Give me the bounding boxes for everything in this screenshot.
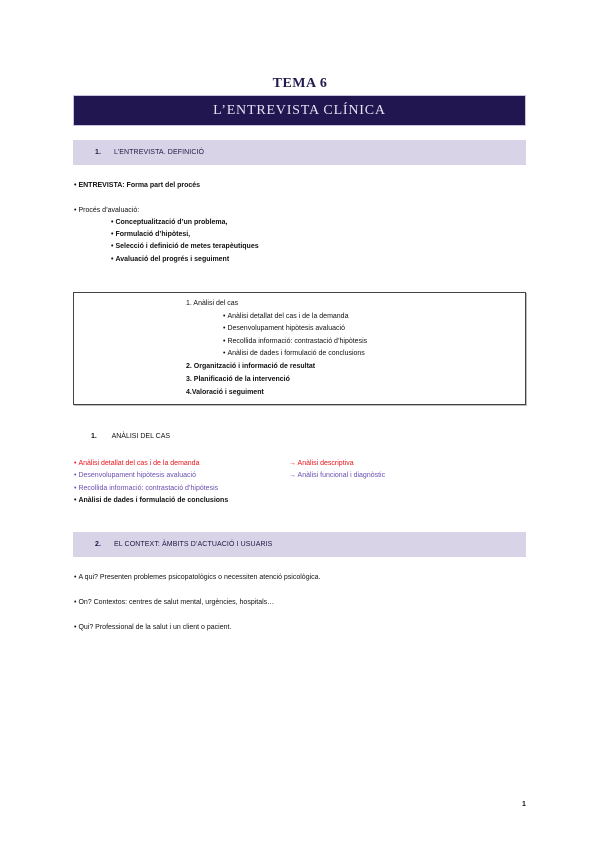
box-step: 2. Organització i informació de resultat	[186, 363, 316, 370]
chapter-title: L’ENTREVISTA CLÍNICA	[213, 102, 386, 118]
list-item: • ENTREVISTA: Forma part del procés	[74, 181, 200, 190]
box-substep: • Desenvolupament hipòtesis avaluació	[223, 324, 345, 333]
list-item: • Desenvolupament hipòtesis avaluació	[74, 471, 196, 480]
list-item: • Selecció i definició de metes terapèutiques	[111, 242, 259, 251]
section-label: L’ENTREVISTA. DEFINICIÓ	[114, 149, 205, 156]
section-number: 1.	[95, 149, 102, 156]
box-substep: • Anàlisi detallat del cas i de la demanda	[223, 312, 348, 321]
chapter-title-banner	[73, 95, 526, 126]
list-item: • A qui? Presenten problemes psicopatològics o necessiten atenció psicològica.	[74, 573, 321, 582]
list-item: • Qui? Professional de la salut i un client o pacient.	[74, 623, 231, 632]
list-item: • Anàlisi de dades i formulació de conclusions	[74, 496, 228, 505]
list-item: • Procés d’avaluació:	[74, 206, 139, 215]
section-number: 2.	[95, 541, 102, 548]
box-step: 1. Anàlisi del cas	[186, 300, 239, 307]
list-item: • Avaluació del progrés i seguiment	[111, 255, 229, 264]
subsection-label: ANÀLISI DEL CAS	[111, 433, 171, 440]
box-substep: • Recollida informació: contrastació d’hipòtesis	[223, 337, 367, 346]
list-item: • Anàlisi detallat del cas i de la demanda	[74, 459, 199, 468]
arrow-note: → Anàlisi descriptiva	[289, 460, 354, 467]
subsection-heading	[91, 432, 170, 441]
arrow-note: → Anàlisi funcional i diagnòstic	[289, 472, 386, 479]
page-number: 1	[522, 801, 526, 808]
box-step: 4.Valoració i seguiment	[186, 389, 264, 396]
list-item: • Recollida informació: contrastació d’hipòtesis	[74, 484, 218, 493]
box-substep: • Anàlisi de dades i formulació de conclusions	[223, 349, 365, 358]
section-label: EL CONTEXT: ÀMBITS D’ACTUACIÓ I USUARIS	[114, 541, 273, 548]
box-step: 3. Planificació de la intervenció	[186, 376, 290, 383]
list-item: • On? Contextos: centres de salut mental, urgències, hospitals…	[74, 598, 274, 607]
list-item: • Formulació d’hipòtesi,	[111, 230, 190, 239]
section-1-heading	[73, 140, 526, 165]
tema-heading: TEMA 6	[272, 76, 328, 91]
list-item: • Conceptualització d’un problema,	[111, 218, 227, 227]
section-2-heading	[73, 532, 526, 557]
subsection-number: 1.	[91, 433, 97, 440]
